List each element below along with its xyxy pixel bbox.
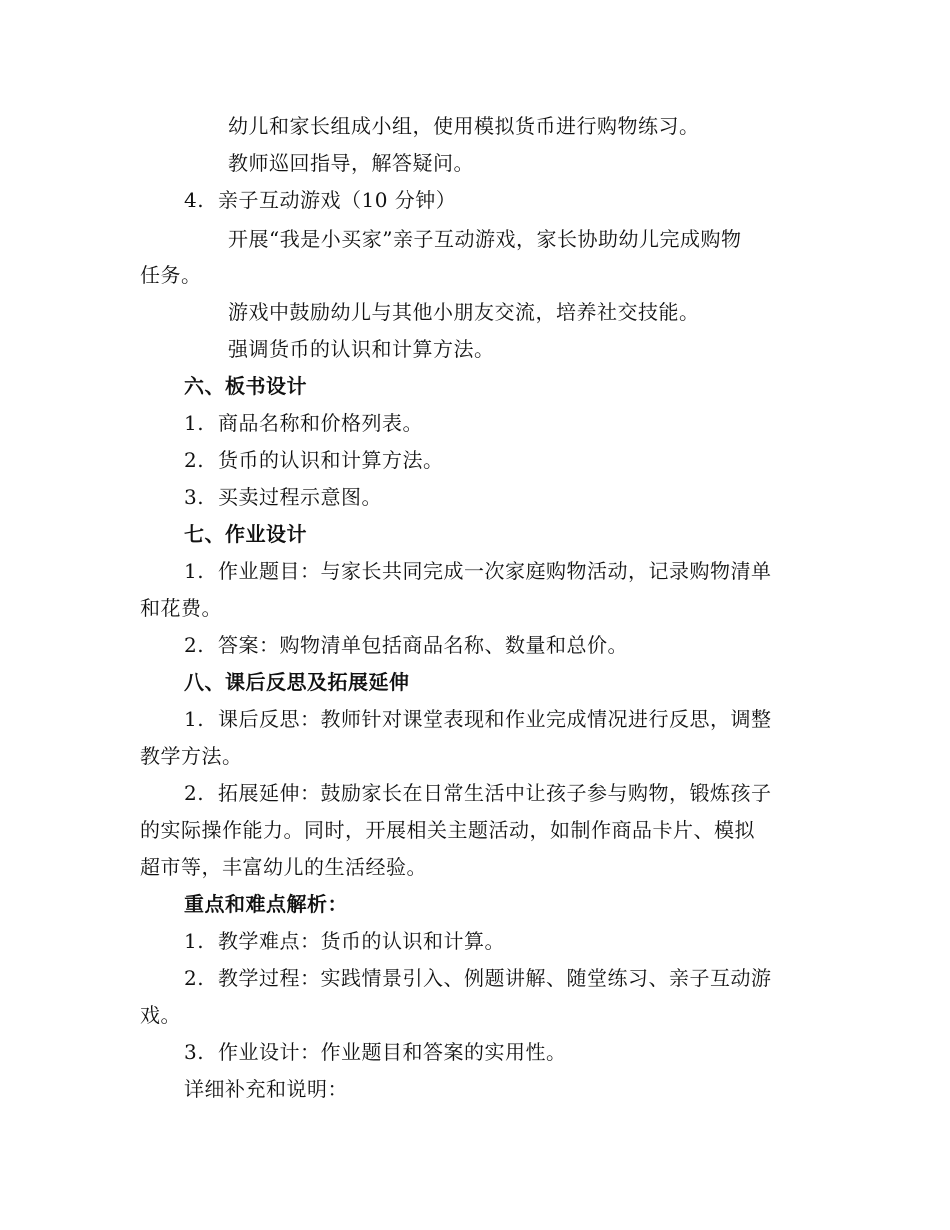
paragraph-line: 详细补充和说明： bbox=[184, 1077, 348, 1101]
paragraph-line: 戏。 bbox=[140, 1003, 181, 1027]
paragraph-line: 游戏中鼓励幼儿与其他小朋友交流，培养社交技能。 bbox=[228, 300, 700, 324]
list-item bbox=[184, 483, 382, 511]
list-number: 2. bbox=[184, 781, 205, 805]
list-number: 1. bbox=[184, 707, 205, 731]
list-item bbox=[184, 705, 772, 733]
paragraph-line: 教学方法。 bbox=[140, 744, 243, 768]
paragraph-line: 的实际操作能力。同时，开展相关主题活动，如制作商品卡片、模拟 bbox=[140, 818, 755, 842]
section-heading: 七、作业设计 bbox=[184, 522, 307, 546]
list-number: 4. bbox=[184, 188, 205, 212]
list-number: 1. bbox=[184, 559, 205, 583]
list-number: 2. bbox=[184, 966, 205, 990]
list-item-text: 买卖过程示意图。 bbox=[218, 485, 382, 509]
list-item-text: 答案：购物清单包括商品名称、数量和总价。 bbox=[218, 633, 628, 657]
list-number: 2. bbox=[184, 448, 205, 472]
list-number: 1. bbox=[184, 411, 205, 435]
list-item-text: 拓展延伸：鼓励家长在日常生活中让孩子参与购物，锻炼孩子 bbox=[218, 781, 772, 805]
list-item-text: 教学过程：实践情景引入、例题讲解、随堂练习、亲子互动游 bbox=[218, 966, 772, 990]
list-number: 3. bbox=[184, 1040, 205, 1064]
paragraph-line: 超市等，丰富幼儿的生活经验。 bbox=[140, 855, 427, 879]
list-item bbox=[184, 964, 772, 992]
list-item-text: 教学难点：货币的认识和计算。 bbox=[218, 929, 505, 953]
list-item bbox=[184, 1038, 567, 1066]
list-item-text: 作业设计：作业题目和答案的实用性。 bbox=[218, 1040, 567, 1064]
section-heading: 八、课后反思及拓展延伸 bbox=[184, 670, 410, 694]
list-item-text: 货币的认识和计算方法。 bbox=[218, 448, 444, 472]
section-heading: 六、板书设计 bbox=[184, 374, 307, 398]
list-item bbox=[184, 779, 772, 807]
list-item bbox=[184, 927, 505, 955]
list-item bbox=[184, 409, 423, 437]
paragraph-line: 任务。 bbox=[140, 263, 202, 287]
list-number: 3. bbox=[184, 485, 205, 509]
list-item-text: 作业题目：与家长共同完成一次家庭购物活动，记录购物清单 bbox=[218, 559, 772, 583]
paragraph-line: 开展“我是小买家”亲子互动游戏，家长协助幼儿完成购物 bbox=[228, 227, 742, 251]
list-item bbox=[184, 446, 444, 474]
paragraph-line: 和花费。 bbox=[140, 596, 222, 620]
section-heading: 重点和难点解析： bbox=[184, 892, 348, 916]
list-item-text: 课后反思：教师针对课堂表现和作业完成情况进行反思，调整 bbox=[218, 707, 772, 731]
list-item bbox=[184, 631, 628, 659]
paragraph-line: 强调货币的认识和计算方法。 bbox=[228, 337, 495, 361]
list-number: 1. bbox=[184, 929, 205, 953]
list-item bbox=[184, 186, 456, 214]
list-item-text: 亲子互动游戏（10 分钟） bbox=[218, 188, 457, 212]
paragraph-line: 幼儿和家长组成小组，使用模拟货币进行购物练习。 bbox=[228, 114, 700, 138]
list-item-text: 商品名称和价格列表。 bbox=[218, 411, 423, 435]
paragraph-line: 教师巡回指导，解答疑问。 bbox=[228, 151, 474, 175]
list-item bbox=[184, 557, 772, 585]
list-number: 2. bbox=[184, 633, 205, 657]
